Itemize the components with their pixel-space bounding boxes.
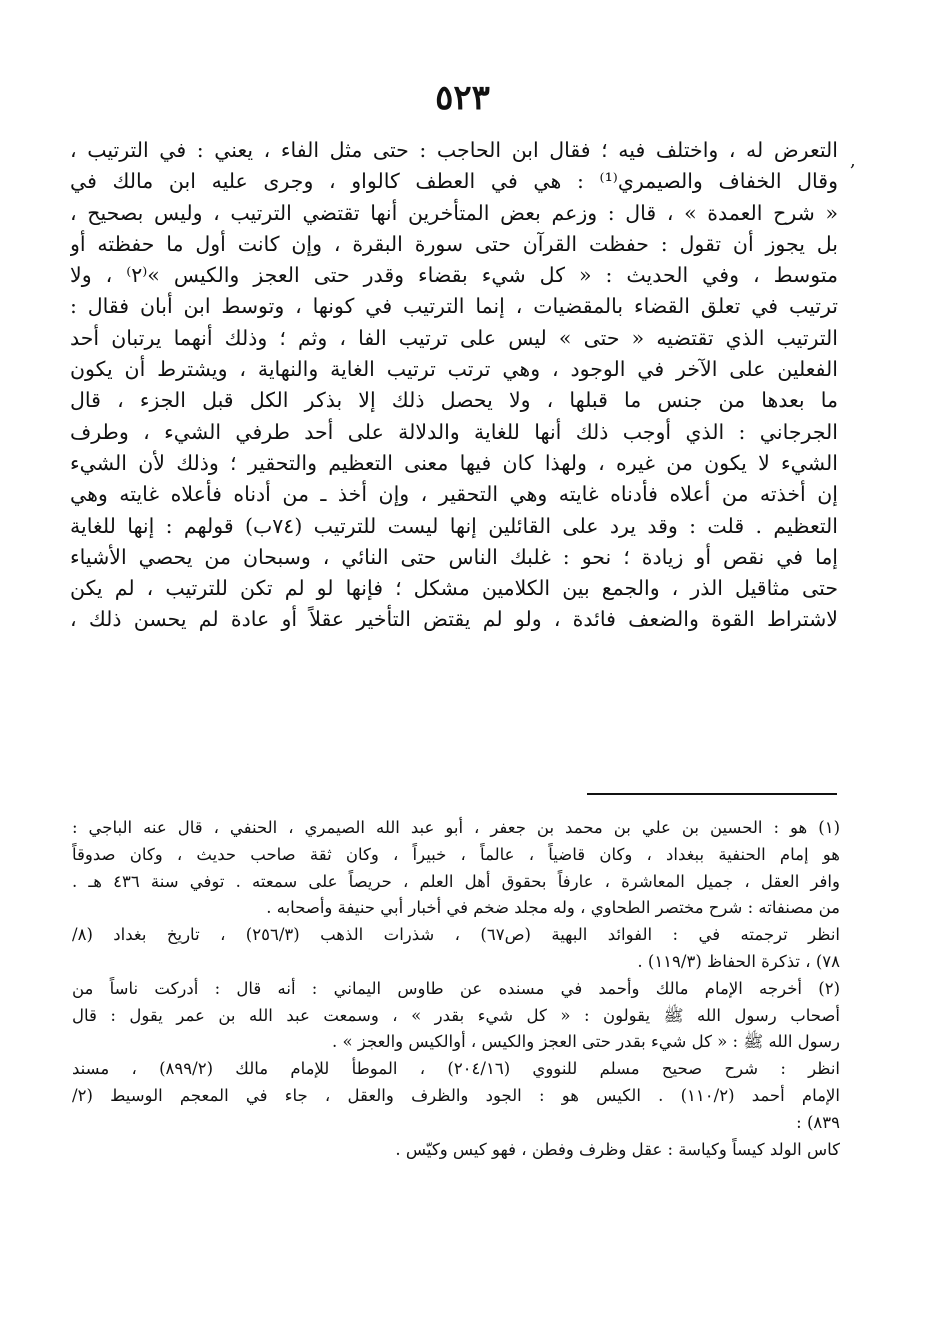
main-text-line: الشيء لا يكون من غيره ، ولهذا كان فيها معنى التعظيم والتحقير ؛ وذلك لأن الشيء: [70, 450, 838, 475]
footnote-2: [72, 976, 840, 1164]
main-text-line: الترتيب الذي تقتضيه « حتى » ليس على ترتيب الفا ، وثم ؛ وذلك أنهما يرتبان أحد: [70, 325, 838, 350]
footnote-line: انظر ترجمته في : الفوائد البهية (ص٦٧) ، شذرات الذهب (٢٥٦/٣) ، تاريخ بغداد (٨/: [72, 925, 840, 945]
main-text-line: الجرجاني : الذي أوجب ذلك أنها للغاية والدلالة على أحد طرفي الشيء ، وطرف: [70, 419, 838, 444]
main-text-line: إما في نقص أو زيادة ؛ نحو : غلبك الناس حتى النائي ، وسبحان من يحصي الأشياء: [70, 544, 838, 569]
footnote-line: ٧٨) ، تذكرة الحفاظ (١١٩/٣) .: [637, 951, 840, 971]
main-text-line: التعظيم . قلت : وقد يرد على القائلين إنها ليست للترتيب (٧٤ب) قولهم : إنها للغاية: [70, 513, 838, 538]
footnote-line: الإمام أحمد (١١٠/٢) . الكيس هو : الجود والظرف والعقل ، جاء في المعجم الوسيط (٢/: [72, 1085, 840, 1105]
footnote-line: (٢) أخرجه الإمام مالك وأحمد في مسنده عن طاوس اليماني : أنه قال : أدركت ناساً من: [72, 978, 840, 998]
footnote-line: أصحاب رسول الله ﷺ يقولون : « كل شيء بقدر » ، وسمعت عبد الله بن عمر يقول : قال: [72, 1005, 840, 1025]
main-text-line: وقال الخفاف والصيمري⁽¹⁾ : هي في العطف كالواو ، وجرى عليه ابن مالك في: [70, 169, 838, 194]
footnote-1: [72, 815, 840, 976]
main-text-line: ما بعدها من جنس ما قبلها ، ولا يحصل ذلك إلا بذكر الكل قبل الجزء ، قال: [70, 388, 838, 413]
footnote-line: من مصنفاته : شرح مختصر الطحاوي ، وله مجلد ضخم في أخبار أبي حنيفة وأصحابه .: [266, 898, 840, 918]
footnotes-block: [72, 815, 840, 1163]
main-text-line: التعرض له ، واختلف فيه ؛ فقال ابن الحاجب : حتى مثل الفاء ، يعني : في الترتيب ،: [70, 138, 838, 162]
footnote-line: ٨٣٩) :: [796, 1112, 840, 1132]
page-number-text: ٥٢٣: [435, 78, 490, 118]
footnote-divider: [587, 793, 837, 795]
main-text-line: ترتيب في تعلق القضاء بالمقضيات ، إنما الترتيب في كونها ، وتوسط ابن أبان فقال :: [70, 294, 838, 319]
footnote-line: رسول الله ﷺ : « كل شيء بقدر حتى العجز والكيس ، أوالكيس والعجز » .: [332, 1032, 840, 1052]
main-text-line: لاشتراط القوة والضعف فائدة ، ولو لم يقتض التأخير عقلاً أو عادة لم يحسن ذلك ،: [70, 607, 838, 632]
main-text-block: [70, 135, 838, 636]
footnote-line: وافر العقل ، جميل المعاشرة ، عارفاً بحقوق أهل العلم ، حريصاً على سمعته . توفي سنة ٤٣٦ هـ .: [72, 871, 840, 891]
main-text-line: متوسط ، وفي الحديث : « كل شيء بقضاء وقدر حتى العجز والكيس »⁽٢⁾ ، ولا: [70, 263, 838, 288]
footnote-line: هو إمام الحنفية ببغداد ، وكان قاضياً ، عالماً ، خبيراً ، وكان ثقة صاحب حديث ، وكان صدوقاً: [72, 844, 840, 864]
footnote-line: (١) هو : الحسين بن علي بن محمد بن جعفر ، أبو عبد الله الصيمري ، الحنفي ، قال عنه الباجي :: [72, 818, 840, 837]
footnote-line: كاس الولد كيساً وكياسة : عقل وظرف وفطن ، فهو كيس وكيّس .: [395, 1139, 840, 1159]
margin-mark: ,: [850, 150, 856, 171]
main-text-line: الفعلين على الآخر في الوجود ، وهي ترتب ترتيب الغاية والنهاية ، ويشترط أن يكون: [70, 357, 838, 382]
main-text-line: إن أخذته من أعلاه فأدناه غايته وهي التحقير ، وإن أخذ ـ من أدناه فأعلاه غايته وهي: [70, 482, 838, 507]
page-number: [0, 78, 925, 118]
main-text-line: بل يجوز أن تقول : حفظت القرآن حتى سورة البقرة ، وإن كانت أول ما حفظته أو: [70, 231, 838, 256]
main-text-line: « شرح العمدة » ، قال : وزعم بعض المتأخرين أنها تقتضي الترتيب ، وليس بصحيح ،: [70, 200, 838, 225]
main-text-line: حتى مثاقيل الذر ، والجمع بين الكلامين مشكل ؛ فإنها لو لم تكن للترتيب ، لم يكن: [70, 576, 838, 601]
footnote-line: انظر : شرح صحيح مسلم للنووي (٢٠٤/١٦) ، الموطأ للإمام مالك (٨٩٩/٢) ، مسند: [72, 1059, 840, 1079]
